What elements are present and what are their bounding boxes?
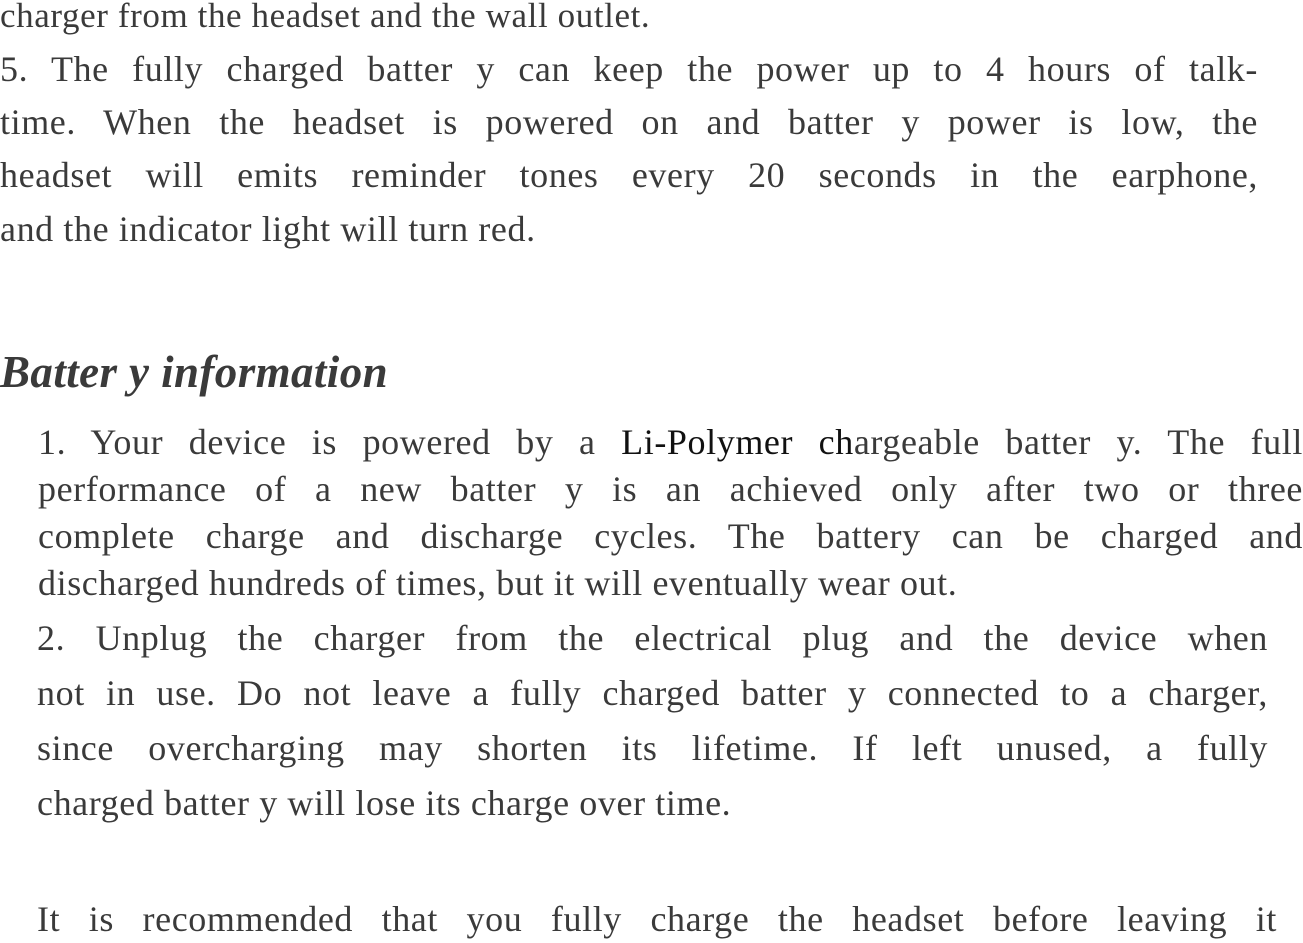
item1-line3: complete charge and discharge cycles. The battery can be charged and <box>38 516 1303 556</box>
item1-line1-highlight: Li-Polymer ch <box>621 422 854 462</box>
item1-line1-prefix: 1. Your device is powered by a <box>38 422 622 462</box>
item5-line2: time. When the headset is powered on and batter y power is low, the <box>0 102 1258 142</box>
item2-line3: since overcharging may shorten its lifetime. If left unused, a fully <box>37 728 1268 768</box>
item1-line1 <box>38 420 1303 464</box>
item5-line3: headset will emits reminder tones every 20 seconds in the earphone, <box>0 155 1258 195</box>
item2-line2: not in use. Do not leave a fully charged batter y connected to a charger, <box>37 673 1268 713</box>
intro-line: charger from the headset and the wall outlet. <box>0 0 651 35</box>
section-heading: Batter y information <box>0 347 389 397</box>
item1-line4: discharged hundreds of times, but it will eventually wear out. <box>38 563 958 603</box>
item5-line4: and the indicator light will turn red. <box>0 209 536 249</box>
item1-line1-suffix: argeable batter y. The full <box>853 422 1303 462</box>
item2-line4: charged batter y will lose its charge over time. <box>37 783 732 823</box>
item2-line1: 2. Unplug the charger from the electrical plug and the device when <box>37 618 1268 658</box>
item5-line1: 5. The fully charged batter y can keep the power up to 4 hours of talk- <box>0 49 1258 89</box>
item1-line2: performance of a new batter y is an achieved only after two or three <box>38 469 1303 509</box>
recommendation-line: It is recommended that you fully charge the headset before leaving it <box>37 899 1277 939</box>
